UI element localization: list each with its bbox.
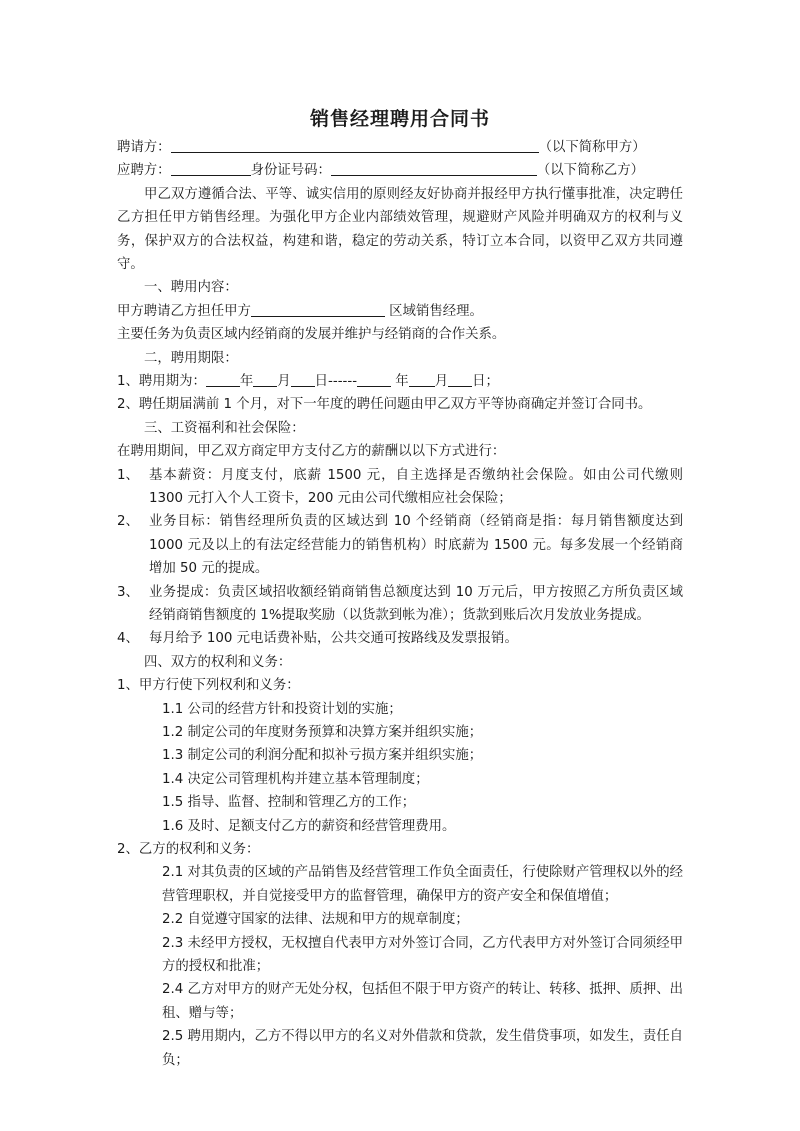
day2-char: 日； bbox=[472, 373, 499, 389]
party-a-item: 1.6 及时、足额支付乙方的薪资和经营管理费用。 bbox=[162, 818, 456, 834]
employer-note: （以下简称甲方） bbox=[538, 140, 646, 155]
day-dash: 日------ bbox=[314, 373, 358, 389]
party-a-item: 1.4 决定公司管理机构并建立基本管理制度； bbox=[162, 771, 429, 787]
id-number-blank[interactable] bbox=[331, 160, 537, 176]
salary-list bbox=[117, 464, 683, 651]
item-text: 基本薪资：月度支付，底薪 1500 元，自主选择是否缴纳社会保险。如由公司代缴则 1300 元打入个人工资卡，200 元由公司代缴相应社会保险； bbox=[149, 467, 683, 506]
end-year-blank[interactable] bbox=[357, 371, 391, 387]
employer-line bbox=[117, 136, 683, 159]
contract-body bbox=[117, 136, 683, 1072]
item-text: 每月给予 100 元电话费补贴，公共交通可按路线及发票报销。 bbox=[149, 631, 518, 647]
party-b-item: 2.2 自觉遵守国家的法律、法规和甲方的规章制度； bbox=[162, 912, 469, 928]
employer-blank[interactable] bbox=[171, 137, 539, 153]
party-b-item: 2.1 对其负责的区域的产品销售及经营管理工作负全面责任，行使除财产管理权以外的经营管理职权，并自觉接受甲方的监督管理，确保甲方的资产安全和保值增值； bbox=[162, 865, 684, 904]
section-1-line1 bbox=[117, 300, 683, 323]
employee-name-blank[interactable] bbox=[171, 160, 251, 176]
section-1-heading: 一、聘用内容： bbox=[144, 280, 238, 296]
party-a-heading: 1、甲方行使下列权利和义务： bbox=[117, 678, 300, 694]
month2-char: 月 bbox=[434, 373, 449, 389]
party-b-item: 2.4 乙方对甲方的财产无处分权，包括但不限于甲方资产的转让、转移、抵押、质押、出租、赠与等； bbox=[162, 982, 684, 1021]
salary-item bbox=[117, 581, 683, 628]
item-number: 3、 bbox=[117, 584, 139, 600]
salary-item bbox=[117, 464, 683, 511]
term-line bbox=[117, 370, 683, 393]
year-char: 年 bbox=[239, 373, 254, 389]
salary-intro: 在聘用期间，甲乙双方商定甲方支付乙方的薪酬以以下方式进行： bbox=[117, 444, 506, 460]
party-a-item: 1.1 公司的经营方针和投资计划的实施； bbox=[162, 701, 402, 717]
item-text: 业务目标：销售经理所负责的区域达到 10 个经销商（经销商是指：每月销售额度达到 1000 元及以上的有法定经营能力的销售机构）时底薪为 1500 元。每多发展一个经销商增加 50 元的提成。 bbox=[149, 514, 683, 577]
party-b-item: 2.3 未经甲方授权，无权擅自代表甲方对外签订合同，乙方代表甲方对外签订合同须经甲方的授权和批准； bbox=[162, 935, 684, 974]
region-blank[interactable] bbox=[251, 301, 385, 317]
document-title: 销售经理聘用合同书 bbox=[309, 108, 490, 130]
item-number: 1、 bbox=[117, 467, 139, 483]
renewal-clause: 2、聘任期届满前 1 个月，对下一年度的聘任问题由甲乙双方平等协商确定并签订合同书。 bbox=[117, 397, 652, 413]
item-number: 2、 bbox=[117, 514, 139, 530]
party-a-item: 1.5 指导、监督、控制和管理乙方的工作； bbox=[162, 795, 416, 811]
start-year-blank[interactable] bbox=[206, 371, 240, 387]
salary-item bbox=[117, 627, 683, 650]
party-b-item: 2.5 聘用期内，乙方不得以甲方的名义对外借款和贷款，发生借贷事项，如发生，责任自负； bbox=[162, 1029, 684, 1068]
term-label: 1、聘用期为： bbox=[117, 373, 206, 389]
section-3-heading: 三、工资福利和社会保险： bbox=[144, 420, 305, 436]
employee-note: （以下简称乙方） bbox=[536, 163, 645, 179]
section-2-heading: 二，聘用期限： bbox=[144, 350, 238, 366]
party-b-heading: 2、乙方的权利和义务： bbox=[117, 841, 260, 857]
id-label: 身份证号码： bbox=[250, 163, 331, 179]
end-month-blank[interactable] bbox=[409, 371, 435, 387]
section-1-line2: 主要任务为负责区域内经销商的发展并维护与经销商的合作关系。 bbox=[117, 327, 506, 343]
employee-line bbox=[117, 159, 683, 182]
start-month-blank[interactable] bbox=[253, 371, 277, 387]
item-number: 4、 bbox=[117, 631, 139, 647]
employee-label: 应聘方： bbox=[117, 163, 171, 179]
end-day-blank[interactable] bbox=[448, 371, 472, 387]
section-1-text-end: 区域销售经理。 bbox=[384, 303, 483, 319]
year2-char: 年 bbox=[391, 373, 409, 389]
party-a-item: 1.3 制定公司的利润分配和拟补亏损方案并组织实施； bbox=[162, 748, 483, 764]
salary-item bbox=[117, 510, 683, 580]
section-4-heading: 四、双方的权利和义务： bbox=[144, 654, 292, 670]
party-a-item: 1.2 制定公司的年度财务预算和决算方案并组织实施； bbox=[162, 724, 483, 740]
employer-label: 聘请方： bbox=[117, 140, 171, 155]
month-char: 月 bbox=[277, 373, 291, 389]
preamble: 甲乙双方遵循合法、平等、诚实信用的原则经友好协商并报经甲方执行懂事批准，决定聘任乙方担任甲方销售经理。为强化甲方企业内部绩效管理，规避财产风险并明确双方的权利与义务，保护双方的合法权益，构建和谐，稳定的劳动关系，特订立本合同，以资甲乙双方共同遵守。 bbox=[117, 186, 683, 272]
start-day-blank[interactable] bbox=[291, 371, 315, 387]
item-text: 业务提成：负责区域招收额经销商销售总额度达到 10 万元后，甲方按照乙方所负责区域经销商销售额度的 1%提取奖励（以货款到帐为准）；货款到账后次月发放业务提成。 bbox=[149, 584, 683, 623]
section-1-text: 甲方聘请乙方担任甲方 bbox=[117, 303, 251, 319]
